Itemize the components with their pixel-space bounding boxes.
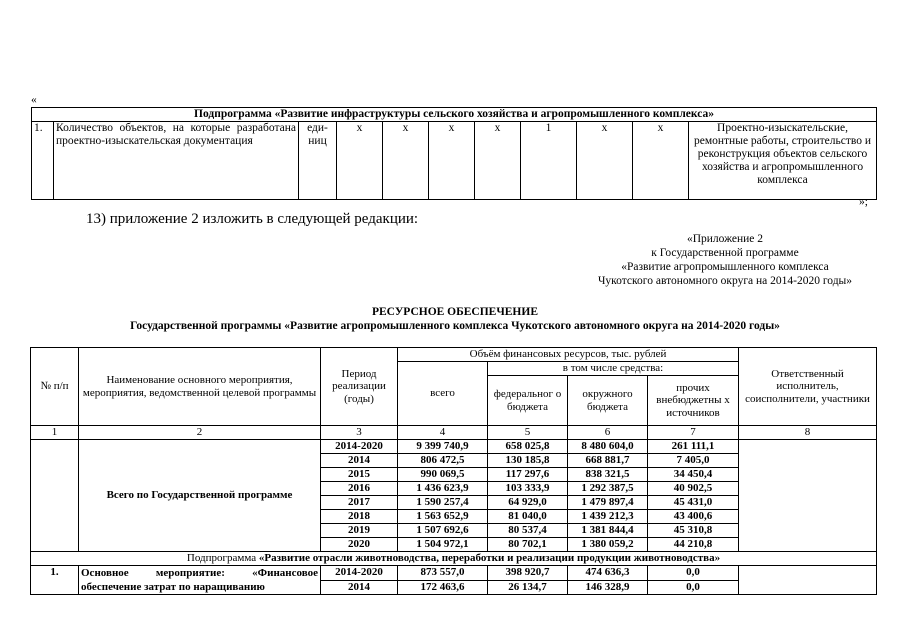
federal-cell: 117 297,6 (488, 468, 568, 482)
subprogram-livestock-name: «Развитие отрасли животноводства, переработки и реализации продукции животноводства» (258, 552, 721, 564)
col-number: 3 (321, 426, 398, 440)
total-num-empty (31, 440, 79, 552)
district-cell: 146 328,9 (568, 580, 648, 595)
header-total: всего (398, 362, 488, 426)
col-number: 8 (739, 426, 877, 440)
total-cell: 806 472,5 (398, 454, 488, 468)
other-cell: 45 310,8 (648, 524, 739, 538)
col-number: 7 (648, 426, 739, 440)
subprogram-infra-title: Подпрограмма «Развитие инфраструктуры сельского хозяйства и агропромышленного комплекса» (32, 108, 877, 122)
note-cell: Проектно-изыскательские, ремонтные работы, строительство и реконструкция объектов сельского хозяйства и агропромышленного комплекса (689, 122, 877, 200)
indicator-name: Количество объектов, на которые разработана проектно-изыскательская документация (54, 122, 299, 200)
other-cell: 0,0 (648, 566, 739, 581)
other-cell: 45 431,0 (648, 496, 739, 510)
total-label: Всего по Государственной программе (79, 440, 321, 552)
appendix-line-1: «Приложение 2 (686, 233, 764, 245)
total-cell: 1 504 972,1 (398, 538, 488, 552)
title-line-2: Государственной программы «Развитие агропромышленного комплекса Чукотского автономного округа на 2014-2020 годы» (130, 320, 780, 332)
col-number: 4 (398, 426, 488, 440)
resource-table (30, 347, 877, 595)
header-period: Период реализации (годы) (321, 348, 398, 426)
period-cell: 2018 (321, 510, 398, 524)
district-cell: 1 439 212,3 (568, 510, 648, 524)
federal-cell: 80 537,4 (488, 524, 568, 538)
header-federal: федеральног о бюджета (488, 376, 568, 426)
subprogram-livestock (31, 552, 877, 566)
period-cell: 2020 (321, 538, 398, 552)
total-cell: 1 436 623,9 (398, 482, 488, 496)
district-cell: 1 380 059,2 (568, 538, 648, 552)
header-num: № п/п (31, 348, 79, 426)
activity-responsible-empty (739, 566, 877, 595)
value-cell: х (383, 122, 429, 200)
header-other: прочих внебюджетны х источников (648, 376, 739, 426)
appendix-line-4: Чукотского автономного округа на 2014-2020 годы» (597, 275, 853, 287)
header-responsible: Ответственный исполнитель, соисполнители, участники (739, 348, 877, 426)
total-cell: 873 557,0 (398, 566, 488, 581)
other-cell: 44 210,8 (648, 538, 739, 552)
total-cell: 990 069,5 (398, 468, 488, 482)
total-cell: 9 399 740,9 (398, 440, 488, 454)
value-cell: 1 (521, 122, 577, 200)
total-responsible-empty (739, 440, 877, 552)
value-cell: х (577, 122, 633, 200)
total-row (31, 440, 877, 454)
row-number: 1. (32, 122, 54, 200)
col-number: 2 (79, 426, 321, 440)
document-title (30, 305, 880, 333)
period-cell: 2014 (321, 580, 398, 595)
activity-row (31, 566, 877, 581)
total-cell: 172 463,6 (398, 580, 488, 595)
period-cell: 2017 (321, 496, 398, 510)
district-cell: 1 292 387,5 (568, 482, 648, 496)
district-cell: 838 321,5 (568, 468, 648, 482)
period-cell: 2015 (321, 468, 398, 482)
activity-name: Основное мероприятие: «Финансовое обеспечение затрат по наращиванию (79, 566, 321, 595)
indicators-table (31, 107, 877, 200)
value-cell: х (337, 122, 383, 200)
period-cell: 2019 (321, 524, 398, 538)
open-quote: « (31, 94, 37, 106)
close-quote: »; (859, 196, 868, 208)
value-cell: х (429, 122, 475, 200)
federal-cell: 26 134,7 (488, 580, 568, 595)
total-cell: 1 590 257,4 (398, 496, 488, 510)
other-cell: 0,0 (648, 580, 739, 595)
federal-cell: 81 040,0 (488, 510, 568, 524)
unit: еди-ниц (299, 122, 337, 200)
value-cell: х (475, 122, 521, 200)
period-cell: 2014-2020 (321, 566, 398, 581)
period-cell: 2014 (321, 454, 398, 468)
federal-cell: 130 185,8 (488, 454, 568, 468)
federal-cell: 80 702,1 (488, 538, 568, 552)
activity-num: 1. (31, 566, 79, 595)
other-cell: 43 400,6 (648, 510, 739, 524)
other-cell: 7 405,0 (648, 454, 739, 468)
total-cell: 1 563 652,9 (398, 510, 488, 524)
appendix-line-3: «Развитие агропромышленного комплекса (621, 261, 829, 273)
district-cell: 474 636,3 (568, 566, 648, 581)
district-cell: 8 480 604,0 (568, 440, 648, 454)
period-cell: 2016 (321, 482, 398, 496)
federal-cell: 64 929,0 (488, 496, 568, 510)
period-cell: 2014-2020 (321, 440, 398, 454)
header-volume: Объём финансовых ресурсов, тыс. рублей (398, 348, 739, 362)
district-cell: 1 381 844,4 (568, 524, 648, 538)
header-name: Наименование основного мероприятия, мероприятия, ведомственной целевой программы (79, 348, 321, 426)
other-cell: 34 450,4 (648, 468, 739, 482)
col-number: 6 (568, 426, 648, 440)
subprogram-prefix: Подпрограмма (186, 552, 259, 564)
appendix-line-2: к Государственной программе (651, 247, 799, 259)
federal-cell: 658 025,8 (488, 440, 568, 454)
district-cell: 1 479 897,4 (568, 496, 648, 510)
federal-cell: 103 333,9 (488, 482, 568, 496)
district-cell: 668 881,7 (568, 454, 648, 468)
other-cell: 40 902,5 (648, 482, 739, 496)
col-number: 1 (31, 426, 79, 440)
other-cell: 261 111,1 (648, 440, 739, 454)
title-line-1: РЕСУРСНОЕ ОБЕСПЕЧЕНИЕ (371, 306, 538, 318)
appendix-caption (560, 232, 890, 288)
total-cell: 1 507 692,6 (398, 524, 488, 538)
value-cell: х (633, 122, 689, 200)
instruction-text: 13) приложение 2 изложить в следующей редакции: (86, 211, 419, 227)
header-district: окружного бюджета (568, 376, 648, 426)
col-number: 5 (488, 426, 568, 440)
federal-cell: 398 920,7 (488, 566, 568, 581)
header-including: в том числе средства: (488, 362, 739, 376)
